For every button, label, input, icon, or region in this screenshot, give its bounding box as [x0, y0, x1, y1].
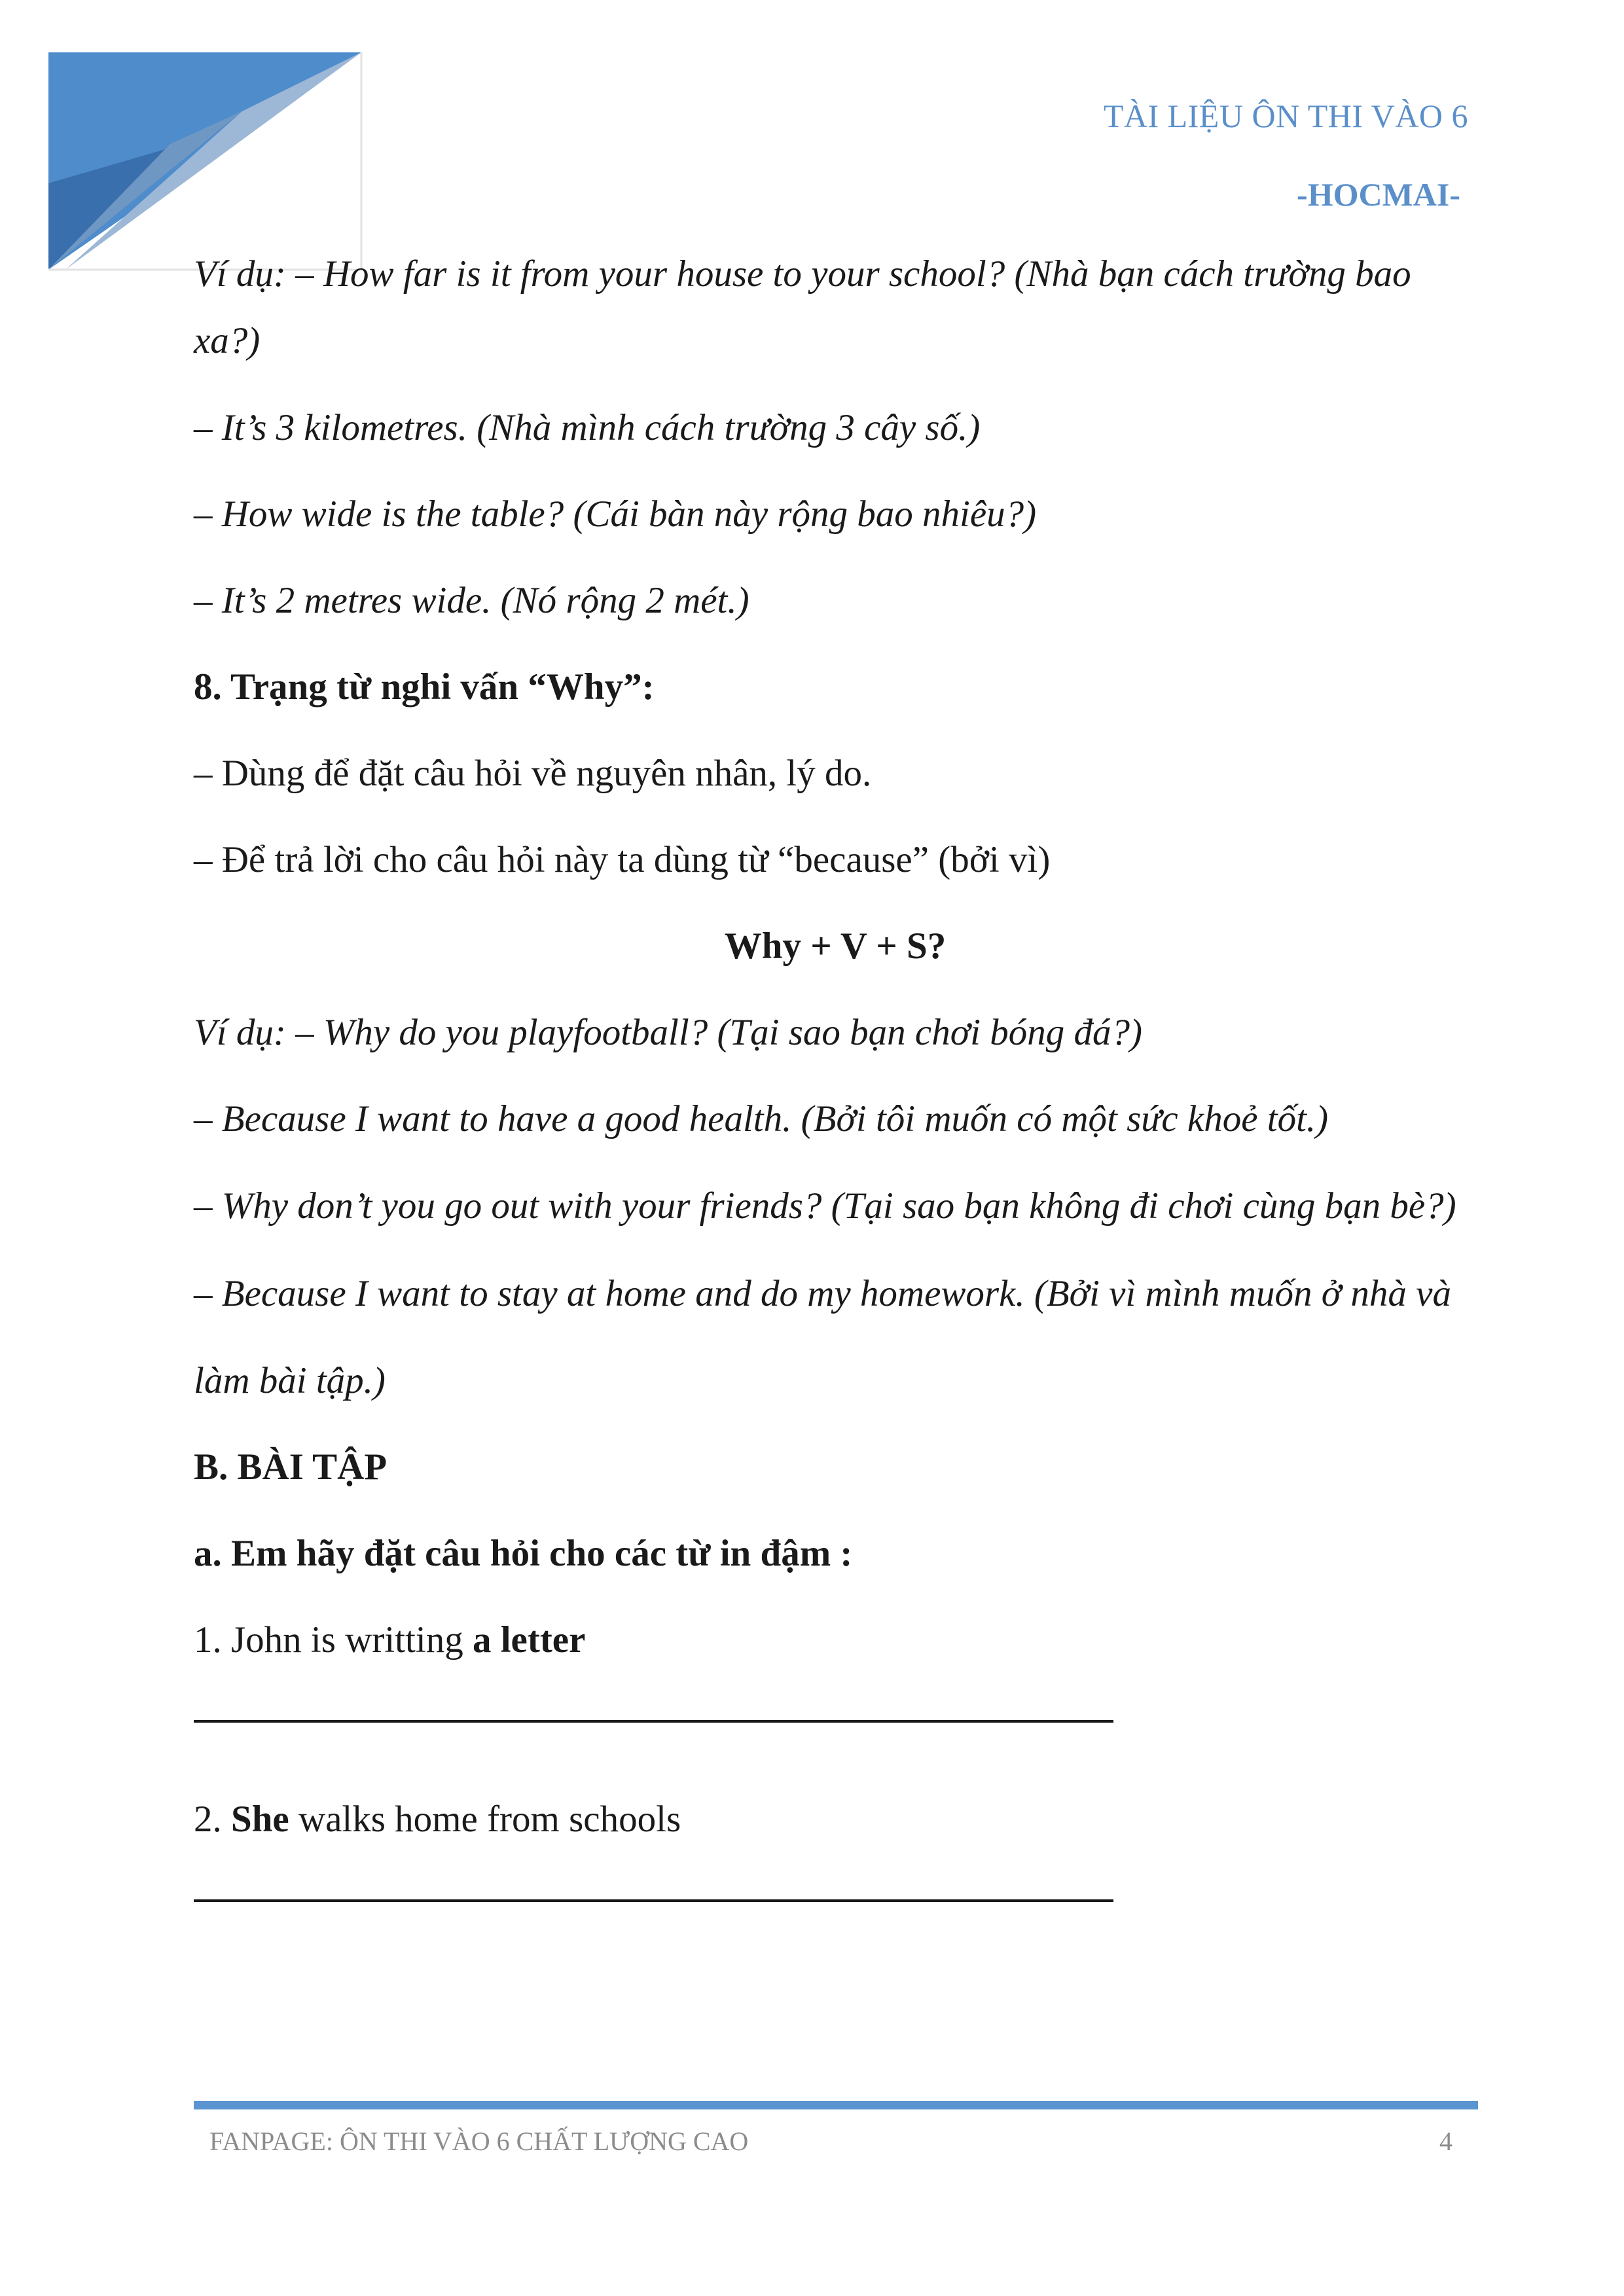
- header-brand: -HOCMAI-: [1297, 176, 1460, 213]
- rule-line: – Dùng để đặt câu hỏi về nguyên nhân, lý do.: [194, 753, 872, 794]
- example-line: – Because I want to stay at home and do my homework. (Bởi vì mình muốn ở nhà và: [194, 1273, 1451, 1314]
- example-line: làm bài tập.): [194, 1360, 386, 1401]
- example-line: – It’s 3 kilometres. (Nhà mình cách trường 3 cây số.): [194, 407, 981, 448]
- exercise-item-text: walks home from schools: [289, 1799, 681, 1840]
- exercise-item: [194, 1607, 1477, 1673]
- section-heading: 8. Trạng từ nghi vấn “Why”:: [194, 666, 655, 708]
- example-line: – Because I want to have a good health. (Bởi tôi muốn có một sức khoẻ tốt.): [194, 1098, 1329, 1139]
- answer-line[interactable]: [194, 1899, 1113, 1902]
- page-number: 4: [1439, 2126, 1453, 2156]
- header-title: TÀI LIỆU ÔN THI VÀO 6: [1103, 98, 1468, 134]
- exercise-instruction: a. Em hãy đặt câu hỏi cho các từ in đậm :: [194, 1533, 853, 1574]
- exercise-item-text: 2.: [194, 1799, 231, 1840]
- footer-divider: [194, 2101, 1478, 2109]
- footer-text: FANPAGE: ÔN THI VÀO 6 CHẤT LƯỢNG CAO: [209, 2126, 749, 2156]
- exercise-item-bold: She: [231, 1799, 289, 1840]
- page-content: [194, 241, 1477, 1966]
- example-line: Ví dụ: – How far is it from your house to your school? (Nhà bạn cách trường bao xa?): [194, 253, 1411, 361]
- exercise-item-bold: a letter: [472, 1619, 586, 1660]
- exercise-heading: B. BÀI TẬP: [194, 1446, 388, 1488]
- exercise-item: [194, 1787, 1477, 1852]
- rule-line: – Để trả lời cho câu hỏi này ta dùng từ “because” (bởi vì): [194, 839, 1051, 880]
- example-line: – How wide is the table? (Cái bàn này rộng bao nhiêu?): [194, 493, 1037, 535]
- answer-line[interactable]: [194, 1720, 1113, 1723]
- example-line: – It’s 2 metres wide. (Nó rộng 2 mét.): [194, 580, 749, 621]
- formula: Why + V + S?: [724, 925, 947, 967]
- exercise-item-text: 1. John is writting: [194, 1619, 473, 1660]
- example-line: – Why don’t you go out with your friends? (Tại sao bạn không đi chơi cùng bạn bè?): [194, 1185, 1456, 1227]
- example-line: Ví dụ: – Why do you playfootball? (Tại sao bạn chơi bóng đá?): [194, 1012, 1142, 1053]
